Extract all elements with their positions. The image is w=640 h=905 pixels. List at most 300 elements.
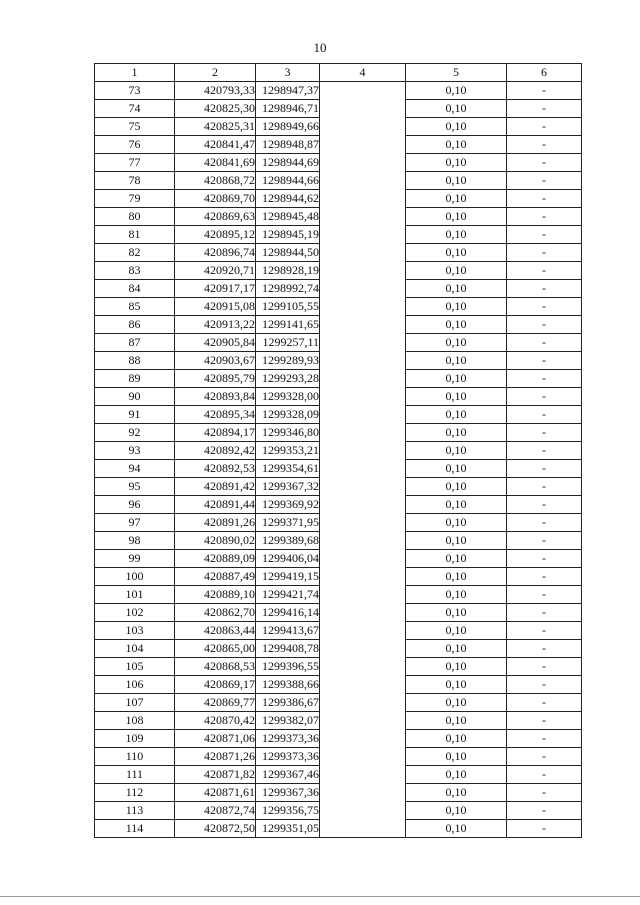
- accuracy-cell: 0,10: [406, 766, 507, 784]
- y-coordinate-cell: 1299419,15: [256, 568, 320, 586]
- table-row: [95, 622, 582, 640]
- x-coordinate-cell: 420891,42: [175, 478, 256, 496]
- accuracy-cell: 0,10: [406, 424, 507, 442]
- point-number-cell: 106: [95, 676, 175, 694]
- x-coordinate-cell: 420872,50: [175, 820, 256, 838]
- table-row: [95, 136, 582, 154]
- x-coordinate-cell: 420887,49: [175, 568, 256, 586]
- note-cell: -: [507, 118, 582, 136]
- x-coordinate-cell: 420825,31: [175, 118, 256, 136]
- table-row: [95, 100, 582, 118]
- coordinates-table: [94, 63, 582, 838]
- point-number-cell: 90: [95, 388, 175, 406]
- y-coordinate-cell: 1298944,69: [256, 154, 320, 172]
- x-coordinate-cell: 420895,34: [175, 406, 256, 424]
- empty-cell: [320, 244, 406, 262]
- empty-cell: [320, 370, 406, 388]
- note-cell: -: [507, 532, 582, 550]
- x-coordinate-cell: 420893,84: [175, 388, 256, 406]
- note-cell: -: [507, 226, 582, 244]
- y-coordinate-cell: 1299356,75: [256, 802, 320, 820]
- note-cell: -: [507, 334, 582, 352]
- empty-cell: [320, 784, 406, 802]
- point-number-cell: 87: [95, 334, 175, 352]
- empty-cell: [320, 820, 406, 838]
- point-number-cell: 77: [95, 154, 175, 172]
- empty-cell: [320, 568, 406, 586]
- accuracy-cell: 0,10: [406, 154, 507, 172]
- point-number-cell: 96: [95, 496, 175, 514]
- point-number-cell: 92: [95, 424, 175, 442]
- y-coordinate-cell: 1298945,48: [256, 208, 320, 226]
- accuracy-cell: 0,10: [406, 676, 507, 694]
- empty-cell: [320, 136, 406, 154]
- table-row: [95, 730, 582, 748]
- accuracy-cell: 0,10: [406, 208, 507, 226]
- table-row: [95, 820, 582, 838]
- y-coordinate-cell: 1298949,66: [256, 118, 320, 136]
- x-coordinate-cell: 420913,22: [175, 316, 256, 334]
- point-number-cell: 83: [95, 262, 175, 280]
- x-coordinate-cell: 420871,61: [175, 784, 256, 802]
- x-coordinate-cell: 420869,77: [175, 694, 256, 712]
- table-row: [95, 784, 582, 802]
- accuracy-cell: 0,10: [406, 550, 507, 568]
- x-coordinate-cell: 420865,00: [175, 640, 256, 658]
- accuracy-cell: 0,10: [406, 136, 507, 154]
- y-coordinate-cell: 1299354,61: [256, 460, 320, 478]
- note-cell: -: [507, 100, 582, 118]
- empty-cell: [320, 208, 406, 226]
- empty-cell: [320, 550, 406, 568]
- x-coordinate-cell: 420869,63: [175, 208, 256, 226]
- note-cell: -: [507, 298, 582, 316]
- y-coordinate-cell: 1299416,14: [256, 604, 320, 622]
- table-row: [95, 676, 582, 694]
- y-coordinate-cell: 1299367,46: [256, 766, 320, 784]
- table-row: [95, 298, 582, 316]
- column-header: 3: [256, 64, 320, 82]
- page-bottom-edge: [0, 896, 640, 897]
- point-number-cell: 104: [95, 640, 175, 658]
- accuracy-cell: 0,10: [406, 352, 507, 370]
- table-row: [95, 748, 582, 766]
- point-number-cell: 107: [95, 694, 175, 712]
- y-coordinate-cell: 1299408,78: [256, 640, 320, 658]
- y-coordinate-cell: 1299421,74: [256, 586, 320, 604]
- empty-cell: [320, 280, 406, 298]
- x-coordinate-cell: 420917,17: [175, 280, 256, 298]
- x-coordinate-cell: 420871,06: [175, 730, 256, 748]
- note-cell: -: [507, 604, 582, 622]
- x-coordinate-cell: 420891,44: [175, 496, 256, 514]
- x-coordinate-cell: 420841,69: [175, 154, 256, 172]
- table-row: [95, 370, 582, 388]
- table-row: [95, 244, 582, 262]
- note-cell: -: [507, 586, 582, 604]
- y-coordinate-cell: 1299346,80: [256, 424, 320, 442]
- note-cell: -: [507, 766, 582, 784]
- table-row: [95, 226, 582, 244]
- accuracy-cell: 0,10: [406, 118, 507, 136]
- point-number-cell: 109: [95, 730, 175, 748]
- accuracy-cell: 0,10: [406, 388, 507, 406]
- empty-cell: [320, 748, 406, 766]
- empty-cell: [320, 388, 406, 406]
- empty-cell: [320, 190, 406, 208]
- note-cell: -: [507, 676, 582, 694]
- point-number-cell: 100: [95, 568, 175, 586]
- y-coordinate-cell: 1299389,68: [256, 532, 320, 550]
- table-row: [95, 802, 582, 820]
- accuracy-cell: 0,10: [406, 334, 507, 352]
- x-coordinate-cell: 420895,12: [175, 226, 256, 244]
- x-coordinate-cell: 420891,26: [175, 514, 256, 532]
- point-number-cell: 108: [95, 712, 175, 730]
- table-row: [95, 766, 582, 784]
- page-number: 10: [313, 40, 327, 55]
- x-coordinate-cell: 420863,44: [175, 622, 256, 640]
- empty-cell: [320, 82, 406, 100]
- point-number-cell: 88: [95, 352, 175, 370]
- accuracy-cell: 0,10: [406, 172, 507, 190]
- table-row: [95, 352, 582, 370]
- note-cell: -: [507, 478, 582, 496]
- y-coordinate-cell: 1298944,62: [256, 190, 320, 208]
- empty-cell: [320, 604, 406, 622]
- x-coordinate-cell: 420872,74: [175, 802, 256, 820]
- x-coordinate-cell: 420825,30: [175, 100, 256, 118]
- point-number-cell: 111: [95, 766, 175, 784]
- empty-cell: [320, 496, 406, 514]
- note-cell: -: [507, 748, 582, 766]
- point-number-cell: 79: [95, 190, 175, 208]
- accuracy-cell: 0,10: [406, 442, 507, 460]
- table-row: [95, 190, 582, 208]
- accuracy-cell: 0,10: [406, 280, 507, 298]
- note-cell: -: [507, 280, 582, 298]
- x-coordinate-cell: 420890,02: [175, 532, 256, 550]
- y-coordinate-cell: 1298944,50: [256, 244, 320, 262]
- empty-cell: [320, 100, 406, 118]
- note-cell: -: [507, 460, 582, 478]
- y-coordinate-cell: 1298944,66: [256, 172, 320, 190]
- accuracy-cell: 0,10: [406, 406, 507, 424]
- note-cell: -: [507, 190, 582, 208]
- y-coordinate-cell: 1299351,05: [256, 820, 320, 838]
- table-row: [95, 334, 582, 352]
- empty-cell: [320, 586, 406, 604]
- x-coordinate-cell: 420889,10: [175, 586, 256, 604]
- accuracy-cell: 0,10: [406, 370, 507, 388]
- y-coordinate-cell: 1299369,92: [256, 496, 320, 514]
- empty-cell: [320, 406, 406, 424]
- table-row: [95, 262, 582, 280]
- accuracy-cell: 0,10: [406, 568, 507, 586]
- accuracy-cell: 0,10: [406, 802, 507, 820]
- empty-cell: [320, 298, 406, 316]
- y-coordinate-cell: 1298948,87: [256, 136, 320, 154]
- table-row: [95, 280, 582, 298]
- note-cell: -: [507, 442, 582, 460]
- accuracy-cell: 0,10: [406, 316, 507, 334]
- table-row: [95, 154, 582, 172]
- empty-cell: [320, 262, 406, 280]
- note-cell: -: [507, 802, 582, 820]
- empty-cell: [320, 424, 406, 442]
- table-body: [95, 82, 582, 838]
- y-coordinate-cell: 1299388,66: [256, 676, 320, 694]
- accuracy-cell: 0,10: [406, 748, 507, 766]
- table-row: [95, 406, 582, 424]
- note-cell: -: [507, 820, 582, 838]
- note-cell: -: [507, 640, 582, 658]
- empty-cell: [320, 730, 406, 748]
- accuracy-cell: 0,10: [406, 190, 507, 208]
- y-coordinate-cell: 1299105,55: [256, 298, 320, 316]
- table-row: [95, 550, 582, 568]
- accuracy-cell: 0,10: [406, 730, 507, 748]
- empty-cell: [320, 694, 406, 712]
- accuracy-cell: 0,10: [406, 622, 507, 640]
- y-coordinate-cell: 1299406,04: [256, 550, 320, 568]
- empty-cell: [320, 766, 406, 784]
- empty-cell: [320, 514, 406, 532]
- x-coordinate-cell: 420841,47: [175, 136, 256, 154]
- table-row: [95, 496, 582, 514]
- empty-cell: [320, 118, 406, 136]
- accuracy-cell: 0,10: [406, 298, 507, 316]
- note-cell: -: [507, 784, 582, 802]
- point-number-cell: 94: [95, 460, 175, 478]
- x-coordinate-cell: 420894,17: [175, 424, 256, 442]
- y-coordinate-cell: 1299382,07: [256, 712, 320, 730]
- accuracy-cell: 0,10: [406, 82, 507, 100]
- accuracy-cell: 0,10: [406, 262, 507, 280]
- point-number-cell: 76: [95, 136, 175, 154]
- note-cell: -: [507, 550, 582, 568]
- point-number-cell: 75: [95, 118, 175, 136]
- y-coordinate-cell: 1299371,95: [256, 514, 320, 532]
- y-coordinate-cell: 1299373,36: [256, 748, 320, 766]
- point-number-cell: 78: [95, 172, 175, 190]
- point-number-cell: 101: [95, 586, 175, 604]
- note-cell: -: [507, 712, 582, 730]
- point-number-cell: 80: [95, 208, 175, 226]
- point-number-cell: 103: [95, 622, 175, 640]
- point-number-cell: 86: [95, 316, 175, 334]
- point-number-cell: 114: [95, 820, 175, 838]
- point-number-cell: 93: [95, 442, 175, 460]
- accuracy-cell: 0,10: [406, 820, 507, 838]
- x-coordinate-cell: 420871,82: [175, 766, 256, 784]
- empty-cell: [320, 640, 406, 658]
- note-cell: -: [507, 172, 582, 190]
- table-row: [95, 118, 582, 136]
- empty-cell: [320, 676, 406, 694]
- table-row: [95, 82, 582, 100]
- accuracy-cell: 0,10: [406, 640, 507, 658]
- note-cell: -: [507, 694, 582, 712]
- point-number-cell: 81: [95, 226, 175, 244]
- note-cell: -: [507, 514, 582, 532]
- column-header: 1: [95, 64, 175, 82]
- y-coordinate-cell: 1299353,21: [256, 442, 320, 460]
- y-coordinate-cell: 1299328,00: [256, 388, 320, 406]
- point-number-cell: 97: [95, 514, 175, 532]
- accuracy-cell: 0,10: [406, 244, 507, 262]
- accuracy-cell: 0,10: [406, 658, 507, 676]
- y-coordinate-cell: 1298992,74: [256, 280, 320, 298]
- x-coordinate-cell: 420896,74: [175, 244, 256, 262]
- x-coordinate-cell: 420903,67: [175, 352, 256, 370]
- accuracy-cell: 0,10: [406, 694, 507, 712]
- note-cell: -: [507, 568, 582, 586]
- empty-cell: [320, 442, 406, 460]
- table-row: [95, 442, 582, 460]
- table-row: [95, 604, 582, 622]
- x-coordinate-cell: 420869,17: [175, 676, 256, 694]
- empty-cell: [320, 622, 406, 640]
- y-coordinate-cell: 1299373,36: [256, 730, 320, 748]
- table-row: [95, 424, 582, 442]
- table-row: [95, 532, 582, 550]
- table-row: [95, 208, 582, 226]
- note-cell: -: [507, 370, 582, 388]
- table-row: [95, 478, 582, 496]
- column-header: 5: [406, 64, 507, 82]
- note-cell: -: [507, 316, 582, 334]
- note-cell: -: [507, 208, 582, 226]
- table-row: [95, 658, 582, 676]
- empty-cell: [320, 316, 406, 334]
- point-number-cell: 84: [95, 280, 175, 298]
- empty-cell: [320, 658, 406, 676]
- note-cell: -: [507, 388, 582, 406]
- note-cell: -: [507, 262, 582, 280]
- note-cell: -: [507, 154, 582, 172]
- empty-cell: [320, 460, 406, 478]
- x-coordinate-cell: 420905,84: [175, 334, 256, 352]
- accuracy-cell: 0,10: [406, 532, 507, 550]
- y-coordinate-cell: 1299367,36: [256, 784, 320, 802]
- x-coordinate-cell: 420871,26: [175, 748, 256, 766]
- point-number-cell: 82: [95, 244, 175, 262]
- note-cell: -: [507, 658, 582, 676]
- point-number-cell: 110: [95, 748, 175, 766]
- accuracy-cell: 0,10: [406, 496, 507, 514]
- x-coordinate-cell: 420793,33: [175, 82, 256, 100]
- table-row: [95, 712, 582, 730]
- accuracy-cell: 0,10: [406, 514, 507, 532]
- y-coordinate-cell: 1299328,09: [256, 406, 320, 424]
- y-coordinate-cell: 1298946,71: [256, 100, 320, 118]
- accuracy-cell: 0,10: [406, 478, 507, 496]
- x-coordinate-cell: 420868,53: [175, 658, 256, 676]
- y-coordinate-cell: 1299289,93: [256, 352, 320, 370]
- accuracy-cell: 0,10: [406, 226, 507, 244]
- y-coordinate-cell: 1299141,65: [256, 316, 320, 334]
- y-coordinate-cell: 1299386,67: [256, 694, 320, 712]
- point-number-cell: 113: [95, 802, 175, 820]
- accuracy-cell: 0,10: [406, 586, 507, 604]
- note-cell: -: [507, 244, 582, 262]
- y-coordinate-cell: 1299367,32: [256, 478, 320, 496]
- table-row: [95, 388, 582, 406]
- table-row: [95, 514, 582, 532]
- note-cell: -: [507, 622, 582, 640]
- point-number-cell: 102: [95, 604, 175, 622]
- point-number-cell: 95: [95, 478, 175, 496]
- note-cell: -: [507, 496, 582, 514]
- note-cell: -: [507, 406, 582, 424]
- x-coordinate-cell: 420862,70: [175, 604, 256, 622]
- table-row: [95, 460, 582, 478]
- y-coordinate-cell: 1299293,28: [256, 370, 320, 388]
- accuracy-cell: 0,10: [406, 784, 507, 802]
- point-number-cell: 85: [95, 298, 175, 316]
- table-row: [95, 586, 582, 604]
- accuracy-cell: 0,10: [406, 460, 507, 478]
- y-coordinate-cell: 1299396,55: [256, 658, 320, 676]
- table-row: [95, 316, 582, 334]
- x-coordinate-cell: 420895,79: [175, 370, 256, 388]
- empty-cell: [320, 532, 406, 550]
- point-number-cell: 105: [95, 658, 175, 676]
- note-cell: -: [507, 730, 582, 748]
- point-number-cell: 99: [95, 550, 175, 568]
- empty-cell: [320, 226, 406, 244]
- column-header: 6: [507, 64, 582, 82]
- y-coordinate-cell: 1299257,11: [256, 334, 320, 352]
- empty-cell: [320, 352, 406, 370]
- x-coordinate-cell: 420869,70: [175, 190, 256, 208]
- empty-cell: [320, 334, 406, 352]
- point-number-cell: 89: [95, 370, 175, 388]
- empty-cell: [320, 172, 406, 190]
- y-coordinate-cell: 1298945,19: [256, 226, 320, 244]
- note-cell: -: [507, 424, 582, 442]
- y-coordinate-cell: 1298928,19: [256, 262, 320, 280]
- table-header: [95, 64, 582, 82]
- point-number-cell: 112: [95, 784, 175, 802]
- y-coordinate-cell: 1298947,37: [256, 82, 320, 100]
- accuracy-cell: 0,10: [406, 604, 507, 622]
- x-coordinate-cell: 420870,42: [175, 712, 256, 730]
- note-cell: -: [507, 352, 582, 370]
- column-header: 2: [175, 64, 256, 82]
- empty-cell: [320, 802, 406, 820]
- point-number-cell: 91: [95, 406, 175, 424]
- x-coordinate-cell: 420892,42: [175, 442, 256, 460]
- header-row: [95, 64, 582, 82]
- table-row: [95, 640, 582, 658]
- accuracy-cell: 0,10: [406, 712, 507, 730]
- table-row: [95, 172, 582, 190]
- column-header: 4: [320, 64, 406, 82]
- empty-cell: [320, 154, 406, 172]
- x-coordinate-cell: 420915,08: [175, 298, 256, 316]
- table-row: [95, 694, 582, 712]
- point-number-cell: 74: [95, 100, 175, 118]
- y-coordinate-cell: 1299413,67: [256, 622, 320, 640]
- empty-cell: [320, 478, 406, 496]
- accuracy-cell: 0,10: [406, 100, 507, 118]
- note-cell: -: [507, 82, 582, 100]
- point-number-cell: 98: [95, 532, 175, 550]
- point-number-cell: 73: [95, 82, 175, 100]
- x-coordinate-cell: 420889,09: [175, 550, 256, 568]
